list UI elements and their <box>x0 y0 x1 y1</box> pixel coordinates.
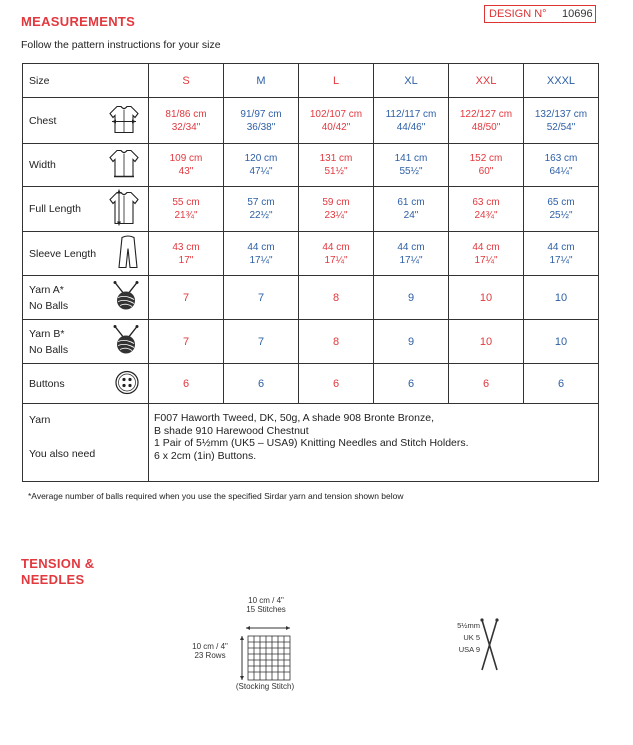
value-inch: 32/34" <box>171 121 201 133</box>
row-label-text: Width <box>29 159 56 171</box>
value-inch: 47¼" <box>249 166 273 177</box>
row-buttons <box>23 364 599 404</box>
ball-count: 8 <box>299 320 374 364</box>
needle-size-labels <box>440 620 480 656</box>
value-cm: 112/117 cm <box>385 108 437 120</box>
row-label-text: Full Length <box>29 203 81 215</box>
measurement-cell <box>299 144 374 187</box>
measurement-cell <box>374 187 449 232</box>
measurement-row-sleeve-length <box>23 232 599 276</box>
size-xxxl: XXXL <box>524 64 599 98</box>
size-m: M <box>224 64 299 98</box>
value-inch: 21¾" <box>174 210 198 221</box>
width-label-measure: 10 cm / 4" <box>248 596 284 605</box>
row-label-text: Sleeve Length <box>29 247 97 260</box>
value-inch: 17¼" <box>324 254 348 266</box>
size-row <box>23 64 599 98</box>
height-label-measure: 10 cm / 4" <box>192 642 228 651</box>
button-count: 6 <box>149 364 224 404</box>
value-inch: 43" <box>178 166 194 177</box>
row-label-text: Chest <box>29 114 57 127</box>
value-inch: 36/38" <box>246 121 276 133</box>
stitch-type-label: (Stocking Stitch) <box>235 682 295 691</box>
ball-count: 10 <box>524 276 599 320</box>
value-cm: 81/86 cm <box>165 108 207 120</box>
size-s: S <box>149 64 224 98</box>
row-materials <box>23 404 599 482</box>
value-cm: 55 cm <box>172 197 200 208</box>
value-inch: 23¼" <box>324 210 348 221</box>
materials-details <box>149 404 599 482</box>
value-inch: 17¼" <box>474 254 498 266</box>
tension-diagram <box>180 590 330 700</box>
measurement-cell <box>299 98 374 144</box>
measurement-row-width <box>23 144 599 187</box>
measurement-row-full-length <box>23 187 599 232</box>
row-label-line2: No Balls <box>29 299 69 312</box>
row-label <box>23 187 149 232</box>
measurement-cell <box>524 144 599 187</box>
ball-count: 9 <box>374 320 449 364</box>
knitting-needles-icon <box>480 618 500 672</box>
measurement-cell <box>374 144 449 187</box>
sleeve-icon <box>116 234 140 273</box>
value-inch: 64¼" <box>549 166 573 177</box>
button-count: 6 <box>374 364 449 404</box>
measurement-cell <box>524 232 599 276</box>
ball-count: 9 <box>374 276 449 320</box>
yarn-line1: F007 Haworth Tweed, DK, 50g, A shade 908 Bronte Bronze, <box>154 412 434 424</box>
measurement-cell <box>449 187 524 232</box>
value-cm: 44 cm <box>247 241 275 253</box>
value-cm: 109 cm <box>169 153 203 164</box>
button-count: 6 <box>299 364 374 404</box>
value-cm: 131 cm <box>319 153 353 164</box>
tension-title-line2: NEEDLES <box>21 572 85 587</box>
also-need-label: You also need <box>29 448 96 460</box>
row-label-text: Buttons <box>29 377 65 390</box>
needle-uk: UK 5 <box>463 633 480 642</box>
row-label <box>23 276 149 320</box>
value-cm: 44 cm <box>547 241 575 253</box>
value-inch: 48/50" <box>471 121 501 133</box>
value-cm: 132/137 cm <box>534 108 588 120</box>
design-label: DESIGN N° <box>489 8 547 20</box>
value-cm: 44 cm <box>472 241 500 253</box>
value-inch: 17¼" <box>549 254 573 266</box>
chest-icon <box>108 104 140 137</box>
row-label <box>23 364 149 404</box>
needle-mm: 5½mm <box>457 621 480 630</box>
intro-text: Follow the pattern instructions for your size <box>21 39 221 51</box>
needle-info <box>440 618 510 673</box>
value-inch: 22½" <box>249 210 273 221</box>
measurement-cell <box>149 187 224 232</box>
value-cm: 152 cm <box>469 153 503 164</box>
ball-count: 8 <box>299 276 374 320</box>
page-title: MEASUREMENTS <box>21 14 136 29</box>
value-inch: 52/54" <box>546 121 576 133</box>
value-inch: 55½" <box>399 166 423 177</box>
value-cm: 57 cm <box>247 197 275 208</box>
value-cm: 163 cm <box>544 153 578 164</box>
value-cm: 43 cm <box>172 241 200 253</box>
value-cm: 61 cm <box>397 197 425 208</box>
measurement-cell <box>374 98 449 144</box>
ball-count: 7 <box>149 276 224 320</box>
value-cm: 65 cm <box>547 197 575 208</box>
row-yarn-a <box>23 276 599 320</box>
measurement-cell <box>524 187 599 232</box>
yarn-ball-icon <box>112 324 140 359</box>
value-inch: 24¾" <box>474 210 498 221</box>
ball-count: 10 <box>449 320 524 364</box>
measurement-row-chest <box>23 98 599 144</box>
value-inch: 60" <box>478 166 494 177</box>
value-cm: 59 cm <box>322 197 350 208</box>
length-icon <box>108 189 140 230</box>
measurement-cell <box>449 98 524 144</box>
footnote: *Average number of balls required when you use the specified Sirdar yarn and tension shown below <box>28 491 404 501</box>
measurement-cell <box>299 187 374 232</box>
row-label <box>23 98 149 144</box>
yarn-line2: B shade 910 Harewood Chestnut <box>154 424 309 437</box>
ball-count: 10 <box>524 320 599 364</box>
value-cm: 44 cm <box>397 241 425 253</box>
tension-title <box>21 556 94 588</box>
need-line2: 6 x 2cm (1in) Buttons. <box>154 449 257 462</box>
value-cm: 122/127 cm <box>459 108 513 120</box>
measurement-cell <box>524 98 599 144</box>
width-label-stitches: 15 Stitches <box>246 605 286 614</box>
materials-labels <box>23 404 149 482</box>
row-label-line2: No Balls <box>29 343 69 356</box>
yarn-label: Yarn <box>29 414 51 426</box>
measurement-cell <box>224 98 299 144</box>
button-count: 6 <box>224 364 299 404</box>
value-inch: 40/42" <box>321 121 351 133</box>
measurement-cell <box>449 144 524 187</box>
row-label-line1: Yarn B* <box>29 327 65 340</box>
value-inch: 25½" <box>549 210 573 221</box>
row-yarn-b <box>23 320 599 364</box>
value-cm: 91/97 cm <box>240 108 282 120</box>
value-inch: 17" <box>178 254 194 266</box>
ball-count: 10 <box>449 276 524 320</box>
design-number-box <box>484 5 596 23</box>
measurement-cell <box>449 232 524 276</box>
value-inch: 51½" <box>324 166 348 177</box>
row-label <box>23 320 149 364</box>
measurement-cell <box>149 98 224 144</box>
button-icon <box>114 369 140 398</box>
value-cm: 120 cm <box>244 153 278 164</box>
value-inch: 17¼" <box>399 254 423 266</box>
ball-count: 7 <box>224 320 299 364</box>
yarn-ball-icon <box>112 280 140 315</box>
size-l: L <box>299 64 374 98</box>
height-label-rows: 23 Rows <box>194 651 226 660</box>
height-label <box>180 642 240 660</box>
measurement-cell <box>149 144 224 187</box>
value-inch: 17¼" <box>249 254 273 266</box>
row-label <box>23 232 149 276</box>
width-label <box>216 596 316 614</box>
measurements-table <box>22 63 599 482</box>
design-number: 10696 <box>562 8 593 20</box>
size-xxl: XXL <box>449 64 524 98</box>
value-cm: 141 cm <box>394 153 428 164</box>
measurement-cell <box>224 232 299 276</box>
width-icon <box>108 149 140 182</box>
size-xl: XL <box>374 64 449 98</box>
measurement-cell <box>149 232 224 276</box>
measurement-cell <box>224 187 299 232</box>
tension-title-line1: TENSION & <box>21 556 95 571</box>
measurement-cell <box>299 232 374 276</box>
size-label: Size <box>23 64 149 98</box>
ball-count: 7 <box>224 276 299 320</box>
button-count: 6 <box>524 364 599 404</box>
needle-usa: USA 9 <box>458 645 480 654</box>
stitch-grid-icon <box>238 622 298 682</box>
value-cm: 44 cm <box>322 241 350 253</box>
value-cm: 63 cm <box>472 197 500 208</box>
value-inch: 44/46" <box>396 121 426 133</box>
button-count: 6 <box>449 364 524 404</box>
row-label <box>23 144 149 187</box>
value-cm: 102/107 cm <box>309 108 363 120</box>
measurement-cell <box>224 144 299 187</box>
need-line1: 1 Pair of 5½mm (UK5 – USA9) Knitting Needles and Stitch Holders. <box>154 437 469 449</box>
measurement-cell <box>374 232 449 276</box>
ball-count: 7 <box>149 320 224 364</box>
value-inch: 24" <box>403 210 419 221</box>
row-label-line1: Yarn A* <box>29 283 64 296</box>
